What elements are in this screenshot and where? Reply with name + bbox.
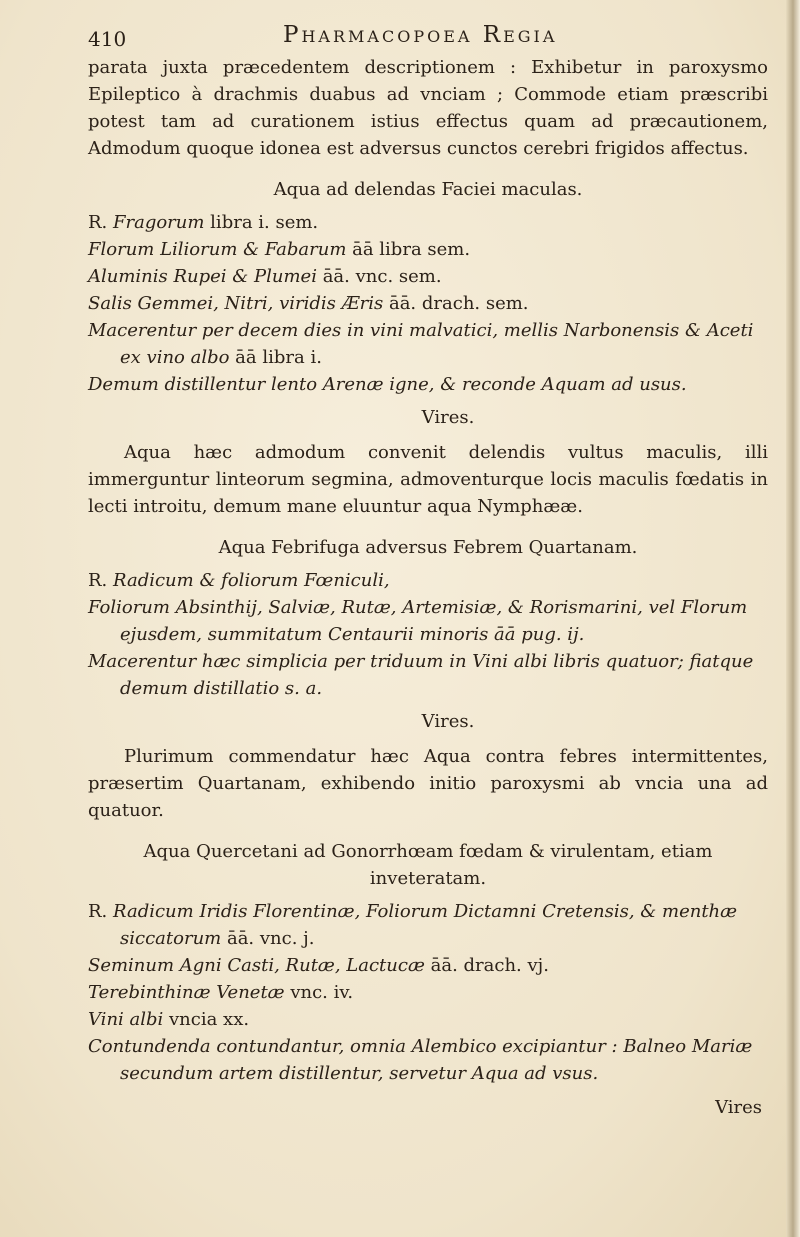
recipe-ingredient: Seminum Agni Casti, Rutæ, Lactucæ	[88, 955, 425, 976]
recipe-quantity: āā libra i.	[229, 347, 322, 368]
recipe-ingredient: Macerentur hæc simplicia per triduum in Vini albi libris quatuor; fiatque demum distillatio s. a.	[88, 651, 754, 699]
section-heading-3: Aqua Quercetani ad Gonorrhœam fœdam & virulentam, etiam inveteratam.	[143, 841, 713, 889]
recipe-quantity: āā libra sem.	[346, 239, 471, 260]
running-head	[88, 20, 768, 54]
recipe-lead: R.	[88, 570, 113, 591]
vires-heading-1: Vires.	[421, 407, 475, 428]
recipe-line	[88, 567, 768, 594]
recipe-quantity: libra i. sem.	[204, 212, 319, 233]
recipe-ingredient: Demum distillentur lento Arenæ igne, & reconde Aquam ad usus.	[88, 374, 687, 395]
recipe-line	[88, 648, 768, 702]
recipe-line	[88, 209, 768, 236]
text-block	[88, 20, 768, 1118]
recipe-ingredient: Terebinthinæ Venetæ	[88, 982, 285, 1003]
recipe-line	[88, 290, 768, 317]
recipe-quantity: vnc. iv.	[284, 982, 354, 1003]
recipe-ingredient: Vini albi	[88, 1009, 164, 1030]
section-heading-2: Aqua Febrifuga adversus Febrem Quartanam.	[218, 537, 638, 558]
recipe-line	[88, 1033, 768, 1087]
recipe-ingredient: Florum Liliorum & Fabarum	[88, 239, 347, 260]
recipe-ingredient: Aluminis Rupei & Plumei	[88, 266, 317, 287]
recipe-quantity: āā. vnc. j.	[221, 928, 315, 949]
recipe-line	[88, 236, 768, 263]
intro-paragraph: parata juxta præcedentem descriptionem : Exhibetur in paroxysmo Epileptico à drachmis duabus ad vnciam ; Commode etiam præscribi potest tam ad curationem istius effectus quam ad præcautionem, Admodum quoque idonea est adversus cunctos cerebri frigidos affectus.	[88, 57, 768, 159]
recipe-ingredient: Radicum Iridis Florentinæ, Foliorum Dictamni Cretensis, & menthæ siccatorum	[113, 901, 738, 949]
recipe-quantity: vncia xx.	[163, 1009, 250, 1030]
page-number: 410	[88, 27, 127, 51]
recipe-line	[88, 317, 768, 371]
recipe-lead: R.	[88, 901, 113, 922]
recipe-line	[88, 1006, 768, 1033]
recipe-ingredient: Radicum & foliorum Fœniculi,	[113, 570, 390, 591]
section-heading-1: Aqua ad delendas Faciei maculas.	[273, 179, 583, 200]
recipe-line	[88, 952, 768, 979]
recipe-lead: R.	[88, 212, 113, 233]
recipe-line	[88, 898, 768, 952]
vires-heading-2: Vires.	[421, 711, 475, 732]
recipe-1	[88, 209, 768, 398]
recipe-line	[88, 594, 768, 648]
recipe-quantity: āā. drach. vj.	[424, 955, 549, 976]
recipe-ingredient: Macerentur per decem dies in vini malvatici, mellis Narbonensis & Aceti ex vino albo	[88, 320, 754, 368]
recipe-quantity: āā. drach. sem.	[383, 293, 529, 314]
running-title: Pharmacopoea Regia	[283, 22, 558, 48]
recipe-2	[88, 567, 768, 702]
recipe-3	[88, 898, 768, 1087]
recipe-ingredient: Salis Gemmei, Nitri, viridis Æris	[88, 293, 384, 314]
recipe-line	[88, 979, 768, 1006]
page-edge	[786, 0, 800, 1237]
recipe-ingredient: Fragorum	[113, 212, 205, 233]
recipe-line	[88, 263, 768, 290]
vires-paragraph-2: Plurimum commendatur hæc Aqua contra febres intermittentes, præsertim Quartanam, exhibendo initio paroxysmi ab vncia una ad quatuor.	[88, 746, 768, 821]
catchword: Vires	[715, 1097, 762, 1118]
vires-paragraph-1: Aqua hæc admodum convenit delendis vultus maculis, illi immerguntur linteorum segmina, admoventurque locis maculis fœdatis in lecti introitu, demum mane eluuntur aqua Nymphææ.	[88, 442, 768, 517]
recipe-ingredient: Foliorum Absinthij, Salviæ, Rutæ, Artemisiæ, & Rorismarini, vel Florum ejusdem, summitatum Centaurii minoris āā pug. ij.	[88, 597, 748, 645]
recipe-ingredient: Contundenda contundantur, omnia Alembico excipiantur : Balneo Mariæ secundum artem distillentur, servetur Aqua ad vsus.	[88, 1036, 753, 1084]
recipe-quantity: āā. vnc. sem.	[316, 266, 442, 287]
recipe-line	[88, 371, 768, 398]
